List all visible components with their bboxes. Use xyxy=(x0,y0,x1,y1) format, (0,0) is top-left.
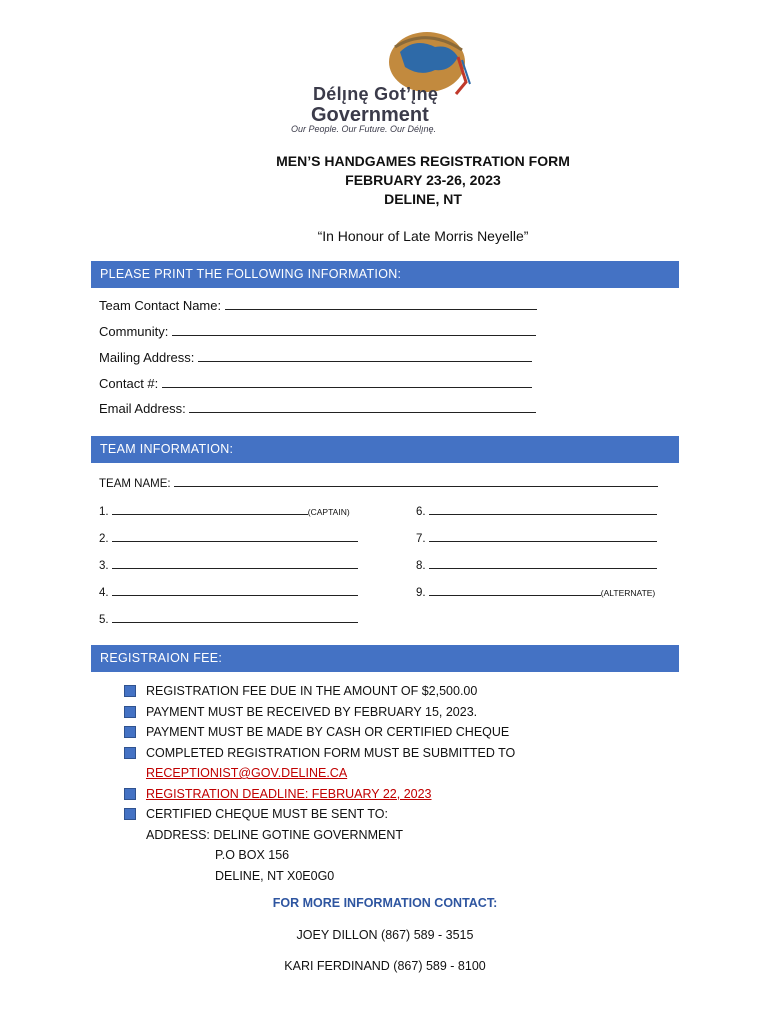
community-label: Community: xyxy=(99,324,169,339)
player-row-2[interactable] xyxy=(99,529,358,546)
player-number-9: 9. xyxy=(416,587,426,599)
community-field[interactable] xyxy=(99,323,536,340)
player-line-4[interactable] xyxy=(112,583,358,596)
contact-kari: KARI FERDINAND (867) 589 - 8100 xyxy=(284,959,486,973)
address-line xyxy=(123,825,515,846)
fee-item xyxy=(123,743,515,764)
reception-email-link[interactable]: RECEPTIONIST@GOV.DELINE.CA xyxy=(146,766,348,780)
bullet-square-icon xyxy=(124,685,136,697)
player-row-7[interactable] xyxy=(416,529,657,546)
team-contact-name-line[interactable] xyxy=(225,297,537,310)
player-line-8[interactable] xyxy=(429,556,657,569)
contact-number-field[interactable] xyxy=(99,375,532,392)
honour-line: “In Honour of Late Morris Neyelle” xyxy=(317,228,529,244)
player-row-3[interactable] xyxy=(99,556,358,573)
player-number-4: 4. xyxy=(99,587,109,599)
player-number-5: 5. xyxy=(99,614,109,626)
fee-item-text: COMPLETED REGISTRATION FORM MUST BE SUBMITTED TO xyxy=(146,745,516,760)
address-line xyxy=(123,845,515,866)
email-address-line[interactable] xyxy=(189,400,536,413)
contact-number-line[interactable] xyxy=(162,375,532,388)
po-box-text: P.O BOX 156 xyxy=(215,848,290,862)
logo-name-line1: Délı̨nę Got’ı̨nę xyxy=(313,84,439,104)
form-title-block xyxy=(0,152,770,209)
fee-item xyxy=(123,702,515,723)
player-number-8: 8. xyxy=(416,560,426,572)
player-number-1: 1. xyxy=(99,506,109,518)
player-row-5[interactable] xyxy=(99,610,358,627)
bullet-square-icon xyxy=(124,808,136,820)
registration-deadline-link[interactable]: REGISTRATION DEADLINE: FEBRUARY 22, 2023 xyxy=(146,786,432,801)
team-contact-name-label: Team Contact Name: xyxy=(99,298,222,313)
email-address-label: Email Address: xyxy=(99,401,186,416)
email-address-field[interactable] xyxy=(99,400,536,417)
section-header-contact: PLEASE PRINT THE FOLLOWING INFORMATION: xyxy=(91,261,679,288)
fee-item xyxy=(123,681,515,702)
event-location: DELINE, NT xyxy=(384,191,462,207)
fee-item-text: REGISTRATION FEE DUE IN THE AMOUNT OF $2,500.00 xyxy=(146,684,478,698)
mailing-address-line[interactable] xyxy=(198,349,532,362)
player-line-9[interactable] xyxy=(429,583,601,596)
section-header-team: TEAM INFORMATION: xyxy=(91,436,679,463)
team-contact-name-field[interactable] xyxy=(99,297,537,314)
bullet-square-icon xyxy=(124,726,136,738)
player-number-7: 7. xyxy=(416,533,426,545)
mailing-address-label: Mailing Address: xyxy=(99,350,195,365)
bullet-square-icon xyxy=(124,788,136,800)
address-line xyxy=(123,866,515,887)
fee-item-text: PAYMENT MUST BE MADE BY CASH OR CERTIFIED CHEQUE xyxy=(146,725,510,739)
player-number-3: 3. xyxy=(99,560,109,572)
event-dates: FEBRUARY 23-26, 2023 xyxy=(345,172,501,188)
fee-item xyxy=(123,784,515,805)
captain-note: (CAPTAIN) xyxy=(307,507,350,517)
player-line-7[interactable] xyxy=(429,529,657,542)
player-line-6[interactable] xyxy=(429,502,657,515)
fee-list xyxy=(123,681,515,886)
player-row-9[interactable] xyxy=(416,583,655,600)
player-line-1[interactable] xyxy=(112,502,308,515)
section-header-fee: REGISTRAION FEE: xyxy=(91,645,679,672)
player-line-3[interactable] xyxy=(112,556,358,569)
player-line-5[interactable] xyxy=(112,610,358,623)
player-row-8[interactable] xyxy=(416,556,657,573)
community-line[interactable] xyxy=(172,323,536,336)
team-name-field[interactable] xyxy=(99,474,658,491)
logo-name-line2: Government xyxy=(311,104,429,126)
logo-tagline: Our People. Our Future. Our Délı̨nę. xyxy=(291,124,437,134)
fee-item-text: PAYMENT MUST BE RECEIVED BY FEBRUARY 15, 2023. xyxy=(146,704,478,719)
fee-item xyxy=(123,804,515,825)
player-row-1[interactable] xyxy=(99,502,350,519)
form-title: MEN’S HANDGAMES REGISTRATION FORM xyxy=(276,153,570,169)
fee-item xyxy=(123,722,515,743)
player-number-2: 2. xyxy=(99,533,109,545)
bullet-square-icon xyxy=(124,706,136,718)
alternate-note: (ALTERNATE) xyxy=(600,588,656,598)
team-name-line[interactable] xyxy=(174,474,658,487)
contact-heading: FOR MORE INFORMATION CONTACT: xyxy=(272,896,498,910)
bullet-square-icon xyxy=(124,747,136,759)
fee-item-email xyxy=(123,763,515,784)
player-row-4[interactable] xyxy=(99,583,358,600)
player-row-6[interactable] xyxy=(416,502,657,519)
address-text: ADDRESS: DELINE GOTINE GOVERNMENT xyxy=(146,827,403,842)
contact-number-label: Contact #: xyxy=(99,376,159,391)
contact-joey: JOEY DILLON (867) 589 - 3515 xyxy=(296,928,474,942)
mailing-address-field[interactable] xyxy=(99,349,532,366)
player-line-2[interactable] xyxy=(112,529,358,542)
postal-text: DELINE, NT X0E0G0 xyxy=(215,868,335,883)
organization-logo xyxy=(285,22,485,137)
fee-item-text: CERTIFIED CHEQUE MUST BE SENT TO: xyxy=(146,807,388,821)
team-name-label: TEAM NAME: xyxy=(99,478,171,490)
player-number-6: 6. xyxy=(416,506,426,518)
